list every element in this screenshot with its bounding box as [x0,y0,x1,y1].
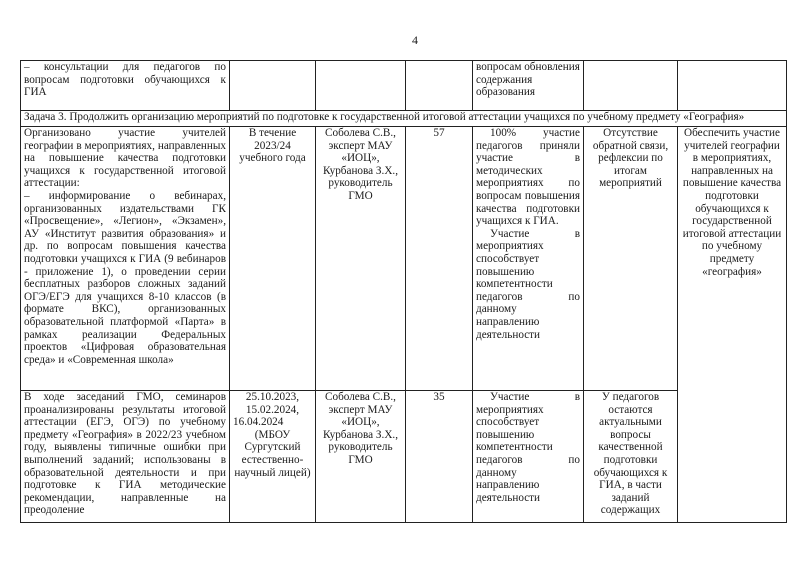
cell-dates [230,61,316,111]
cell-dates [230,391,316,523]
cell-problems: Отсутствие обратной связи, рефлексии по итогам мероприятий [584,127,678,391]
page-number: 4 [412,33,418,47]
cell-next-steps [678,61,787,111]
dates-venue: (МБОУ Сургутский естественно-научный лицей) [234,428,311,479]
cell-activity [21,127,230,391]
result-text-2: Участие в мероприятиях способствует повышению компетентности педагогов по данному направлению деятельности [476,227,580,341]
task-header-row [21,111,787,127]
cell-problems: У педагогов остаются актуальными вопросы качественной подготовки обучающихся к ГИА, в части заданий содержащих [584,391,678,523]
cell-responsible: Соболева С.В., эксперт МАУ «ИОЦ», Курбанова З.Х., руководитель ГМО [316,391,406,523]
table-row [21,127,787,391]
cell-responsible: Соболева С.В., эксперт МАУ «ИОЦ», Курбанова З.Х., руководитель ГМО [316,127,406,391]
cell-responsible [316,61,406,111]
cell-activity: – консультации для педагогов по вопросам подготовки обучающихся к ГИА [21,61,230,111]
table-row-previous [21,61,787,111]
task-3-header: Задача 3. Продолжить организацию мероприятий по подготовке к государственной итоговой аттестации учащихся по учебному предмету «География» [21,111,787,127]
result-text-1: 100% участие педагогов приняли участие в методических мероприятиях по вопросам повышения качества подготовки учащихся к ГИА. [476,127,580,228]
cell-result: вопросам обновления содержания образования [473,61,584,111]
activity-item: – информирование о вебинарах, организованных издательствами ГК «Просвещение», «Легион», «Экзамен», АУ «Институт развития образования» и др. по вопросам повышения качества подготовки учащихся к ГИА (9 вебинаров - приложение 1), о проведении серии бесплатных разборов сложных заданий ОГЭ/ЕГЭ для учащихся 8-10 классов (в формате ВКС), организованных образовательной платформой «Парта» в рамках реализации Федеральных проектов «Цифровая образовательная среда» и «Современная школа» [24,189,226,366]
cell-next-steps: Обеспечить участие учителей географии в мероприятиях, направленных на повышение качества подготовки обучающихся к государственной итоговой аттестации по учебному предмету «география» [678,127,787,523]
date-3: 16.04.2024 [233,416,284,429]
cell-count: 57 [406,127,473,391]
cell-result: Участие в мероприятиях способствует повышению компетентности педагогов по данному направлению деятельности [473,391,584,523]
cell-count [406,61,473,111]
table-row [21,391,787,523]
cell-result [473,127,584,391]
date-1: 25.10.2023, [245,391,300,403]
report-table [20,60,787,523]
cell-activity: В ходе заседаний ГМО, семинаров проанализированы результаты итоговой аттестации (ЕГЭ, ОГЭ) по учебному предмету «География» в 2022/23 учебном году, выявлены типичные ошибки при выполнений заданий; использованы в образовательной деятельности и при подготовке к ГИА методические рекомендации, направленные на преодоление [21,391,230,523]
cell-count: 35 [406,391,473,523]
date-2: 15.02.2024, [245,403,300,416]
cell-problems [584,61,678,111]
cell-dates: В течение 2023/24 учебного года [230,127,316,391]
activity-intro: Организовано участие учителей географии в мероприятиях, направленных на повышение качества подготовки учащихся к государственной итоговой аттестации: [24,127,226,190]
